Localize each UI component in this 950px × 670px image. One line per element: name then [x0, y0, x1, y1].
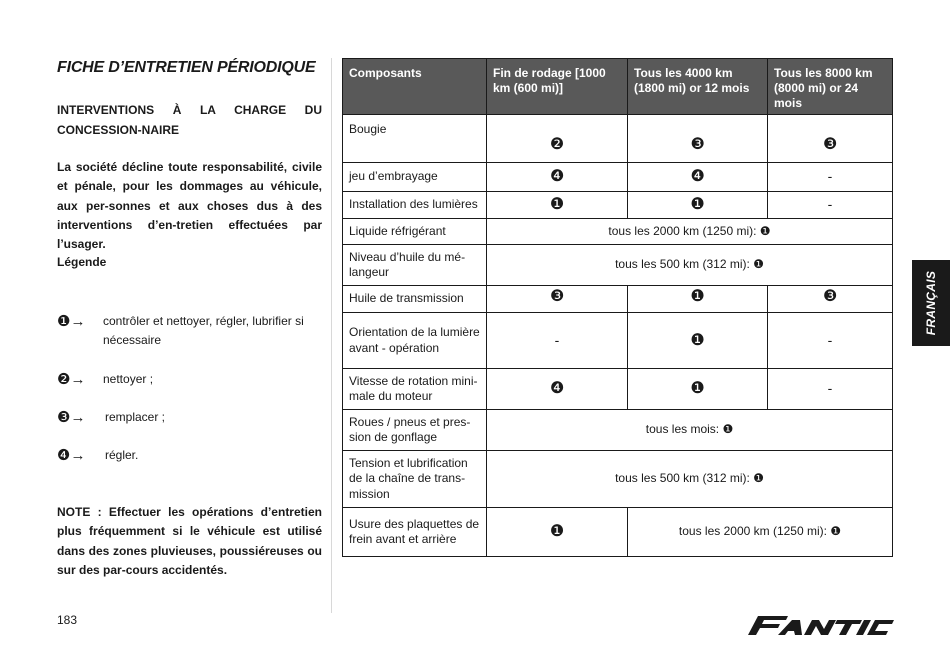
component-cell: Niveau d’huile du mé-langeur	[343, 245, 487, 286]
language-tab-label: FRANÇAIS	[924, 270, 938, 336]
legend-symbol-3: ❸→	[57, 409, 86, 426]
value-cell: -	[768, 369, 893, 410]
table-row	[343, 245, 893, 286]
value-cell: -	[487, 313, 628, 369]
value-cell: -	[768, 192, 893, 219]
component-cell: Huile de transmission	[343, 286, 487, 313]
legend-symbol-1: ❶→	[57, 313, 86, 330]
value-cell: ❷	[487, 115, 628, 163]
maintenance-table	[342, 58, 893, 557]
note-text: NOTE : Effectuer les opérations d’entretien plus fréquemment si le véhicule est utilisé dans des zones pluvieuses, poussiéreuses ou sur des par-cours accidentés.	[57, 505, 322, 577]
component-cell: Tension et lubrification de la chaîne de trans-mission	[343, 451, 487, 508]
legend-text-3: remplacer ;	[105, 410, 166, 424]
column-divider	[331, 58, 332, 613]
span-value-cell: tous les 500 km (312 mi): ❶	[487, 451, 893, 508]
component-cell: Bougie	[343, 115, 487, 163]
legend-symbol-4: ❹→	[57, 447, 86, 464]
value-cell: ❹	[628, 163, 768, 192]
header-components: Composants	[343, 59, 487, 115]
table-row	[343, 192, 893, 219]
value-cell: ❶	[487, 192, 628, 219]
component-cell: Orientation de la lumière avant - opération	[343, 313, 487, 369]
legend-text-1: contrôler et nettoyer, régler, lubrifier si nécessaire	[103, 314, 304, 347]
value-cell: -	[768, 163, 893, 192]
legend-text-2: nettoyer ;	[103, 372, 154, 386]
legend-text-4: régler.	[105, 448, 139, 462]
page-title: FICHE D’ENTRETIEN PÉRIODIQUE	[57, 59, 316, 76]
span-value-cell: tous les mois: ❶	[487, 410, 893, 451]
value-cell: ❸	[628, 115, 768, 163]
component-cell: Installation des lumières	[343, 192, 487, 219]
span-value-cell: tous les 2000 km (1250 mi): ❶	[628, 508, 893, 557]
table-row	[343, 313, 893, 369]
disclaimer-text: La société décline toute responsabilité, civile et pénale, pour les dommages au véhicule, aux per-sonnes et aux choses dus à des interventions d’en-tretien effectuées par l’usager.	[57, 160, 322, 252]
value-cell: ❹	[487, 369, 628, 410]
table-header-row	[343, 59, 893, 115]
table-row	[343, 410, 893, 451]
component-cell: Liquide réfrigérant	[343, 219, 487, 245]
language-tab	[912, 260, 950, 346]
table-row	[343, 508, 893, 557]
value-cell: -	[768, 313, 893, 369]
value-cell: ❶	[628, 286, 768, 313]
table-row	[343, 219, 893, 245]
value-cell: ❶	[628, 313, 768, 369]
table-row	[343, 286, 893, 313]
component-cell: Vitesse de rotation mini-male du moteur	[343, 369, 487, 410]
header-every-4000: Tous les 4000 km (1800 mi) or 12 mois	[628, 59, 768, 115]
span-value-cell: tous les 2000 km (1250 mi): ❶	[487, 219, 893, 245]
component-cell: jeu d’embrayage	[343, 163, 487, 192]
value-cell: ❶	[628, 369, 768, 410]
table-row	[343, 115, 893, 163]
table-row	[343, 163, 893, 192]
value-cell: ❹	[487, 163, 628, 192]
component-cell: Usure des plaquettes de frein avant et arrière	[343, 508, 487, 557]
value-cell: ❶	[628, 192, 768, 219]
value-cell: ❸	[487, 286, 628, 313]
component-cell: Roues / pneus et pres-sion de gonflage	[343, 410, 487, 451]
header-break-in: Fin de rodage [1000 km (600 mi)]	[487, 59, 628, 115]
header-every-8000: Tous les 8000 km (8000 mi) or 24 mois	[768, 59, 893, 115]
legend-symbol-2: ❷→	[57, 371, 86, 388]
value-cell: ❸	[768, 286, 893, 313]
value-cell: ❸	[768, 115, 893, 163]
section-subheading: INTERVENTIONS À LA CHARGE DU CONCESSION-NAIRE	[57, 103, 322, 137]
value-cell: ❶	[487, 508, 628, 557]
fantic-logo	[748, 614, 894, 636]
legend-title: Légende	[57, 255, 107, 269]
span-value-cell: tous les 500 km (312 mi): ❶	[487, 245, 893, 286]
table-row	[343, 451, 893, 508]
page-number: 183	[57, 613, 78, 627]
table-row	[343, 369, 893, 410]
